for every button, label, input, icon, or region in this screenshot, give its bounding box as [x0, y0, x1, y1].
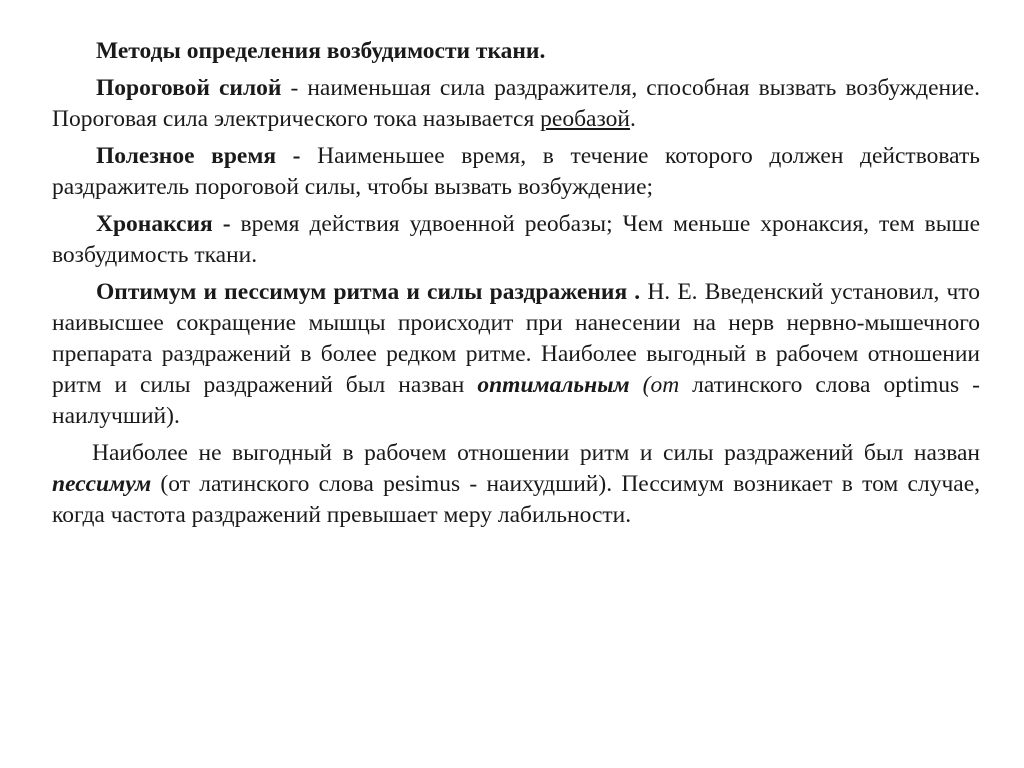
emphasis-pessimum: пессимум	[52, 471, 152, 497]
term-optimum-pessimum: Оптимум и пессимум ритма и силы раздражения .	[96, 279, 641, 305]
document-body	[52, 36, 980, 537]
definition-useful-time: Наименьшее время, в течение которого должен действовать раздражитель пороговой силы, чтобы вызвать возбуждение;	[52, 143, 980, 200]
term-threshold-force: Пороговой силой	[96, 75, 282, 101]
term-chronaxie: Хронаксия -	[96, 211, 231, 237]
text-optimus: латинского слова optimus - наилучший).	[52, 372, 980, 429]
text-pessimum-intro: Наиболее не выгодный в рабочем отношении ритм и силы раздражений был назван	[92, 440, 980, 466]
paragraph-pessimum	[52, 438, 980, 531]
italic-from: (от	[629, 372, 680, 398]
document-title: Методы определения возбудимости ткани.	[96, 38, 546, 64]
term-useful-time: Полезное время -	[96, 143, 301, 169]
emphasis-optimal: оптимальным	[477, 372, 630, 398]
paragraph-useful-time	[52, 141, 980, 203]
rheobase-term: реобазой	[540, 106, 630, 132]
text-pessimum-rest: (от латинского слова pesimus - наихудший). Пессимум возникает в том случае, когда частота раздражений превышает меру лабильности.	[52, 471, 980, 528]
paragraph-optimum-pessimum	[52, 277, 980, 432]
definition-chronaxie: время действия удвоенной реобазы; Чем меньше хронаксия, тем выше возбудимость ткани.	[52, 211, 981, 268]
period: .	[629, 106, 636, 132]
paragraph-chronaxie	[52, 209, 980, 271]
paragraph-threshold-force	[52, 73, 980, 135]
definition-threshold-force: - наименьшая сила раздражителя, способная вызвать возбуждение. Пороговая сила электрического тока называется	[52, 75, 980, 132]
text-vvedensky: Н. Е. Введенский установил, что наивысшее сокращение мышцы происходит при нанесении на нерв нервно-мышечного препарата раздражений в более редком ритме. Наиболее выгодный в рабочем отношении ритм и силы раздражений был назван	[52, 279, 980, 398]
